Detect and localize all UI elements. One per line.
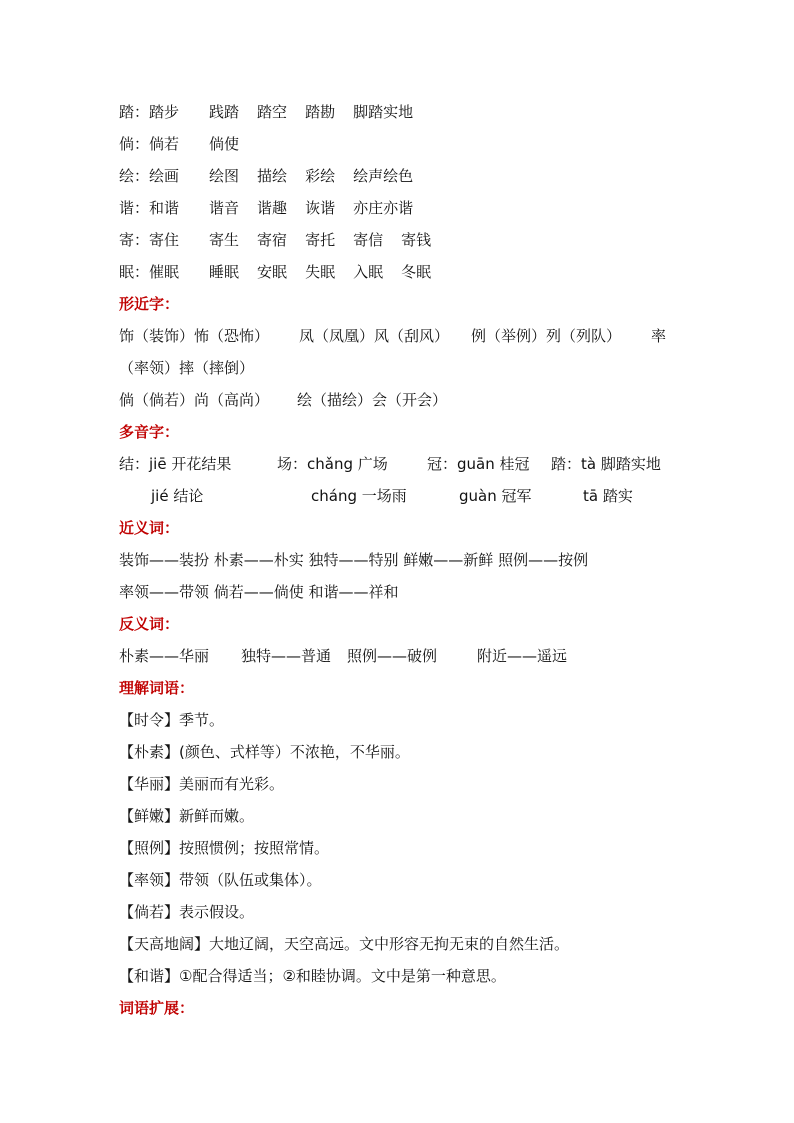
char-line-mian [119, 260, 679, 292]
word: 谐音 [209, 199, 240, 217]
duoyin-item: 冠：guān 桂冠 [427, 455, 530, 473]
char-line-ta [119, 100, 679, 132]
word: 寄信 [353, 231, 384, 249]
jinyi-line-1: 装饰——装扮 朴素——朴实 独特——特别 鲜嫩——新鲜 照例——按例 [119, 551, 589, 569]
char-line-hui [119, 164, 679, 196]
duoyin-row-1 [119, 452, 679, 484]
word: 失眠 [305, 263, 336, 281]
word: 寄钱 [401, 231, 432, 249]
duoyin-row-2 [119, 484, 679, 516]
word: 亦庄亦谐 [353, 199, 414, 217]
heading-kuozhan: 词语扩展： [119, 999, 195, 1017]
lijie-item: 【鲜嫩】新鲜而嫩。 [119, 807, 255, 825]
xingjin-line-1 [119, 324, 679, 356]
word: 脚踏实地 [353, 103, 414, 121]
duoyin-item: 踏：tà 脚踏实地 [551, 455, 661, 473]
heading-fanyi: 反义词： [119, 615, 180, 633]
word: 寄托 [305, 231, 336, 249]
word: 倘使 [209, 135, 240, 153]
fanyi-item: 附近——遥远 [477, 647, 568, 665]
xingjin-line-3 [119, 388, 679, 420]
duoyin-item: cháng 一场雨 [311, 487, 407, 505]
word: 寄住 [149, 231, 180, 249]
word: 绘图 [209, 167, 240, 185]
word: 谐趣 [257, 199, 288, 217]
word: 踏勘 [305, 103, 336, 121]
word: 绘声绘色 [353, 167, 414, 185]
word: 诙谐 [305, 199, 336, 217]
duoyin-item: jié 结论 [151, 487, 204, 505]
xingjin-line-2: （率领）摔（摔倒） [119, 359, 255, 377]
word: 催眠 [149, 263, 180, 281]
duoyin-item: 场：chǎng 广场 [277, 455, 388, 473]
char-line-ji [119, 228, 679, 260]
char-head: 寄： [119, 231, 150, 249]
xingjin-item: 率 [651, 327, 667, 345]
word: 描绘 [257, 167, 288, 185]
word: 踏空 [257, 103, 288, 121]
char-line-tang [119, 132, 679, 164]
jinyi-line-2: 率领——带领 倘若——倘使 和谐——祥和 [119, 583, 399, 601]
fanyi-item: 独特——普通 [241, 647, 332, 665]
xingjin-item: 饰（装饰）怖（恐怖） [119, 327, 270, 345]
heading-lijie: 理解词语： [119, 679, 195, 697]
char-line-xie [119, 196, 679, 228]
char-head: 绘： [119, 167, 150, 185]
duoyin-item: 结：jiē 开花结果 [119, 455, 232, 473]
xingjin-item: 倘（倘若）尚（高尚） [119, 391, 270, 409]
lijie-item: 【率领】带领（队伍或集体）。 [119, 871, 322, 889]
word: 彩绘 [305, 167, 336, 185]
word: 踏步 [149, 103, 180, 121]
word: 入眠 [353, 263, 384, 281]
lijie-item: 【和谐】①配合得适当；②和睦协调。文中是第一种意思。 [119, 967, 506, 985]
document-page [119, 100, 679, 1028]
duoyin-item: tā 踏实 [583, 487, 633, 505]
duoyin-item: guàn 冠军 [459, 487, 532, 505]
char-head: 踏： [119, 103, 150, 121]
word: 绘画 [149, 167, 180, 185]
word: 睡眠 [209, 263, 240, 281]
lijie-item: 【时令】季节。 [119, 711, 225, 729]
fanyi-line [119, 644, 679, 676]
xingjin-item: 绘（描绘）会（开会） [297, 391, 448, 409]
word: 寄宿 [257, 231, 288, 249]
lijie-item: 【华丽】美丽而有光彩。 [119, 775, 285, 793]
lijie-item: 【照例】按照惯例；按照常情。 [119, 839, 330, 857]
fanyi-item: 照例——破例 [347, 647, 438, 665]
xingjin-item: 凤（凤凰）风（刮风） [299, 327, 450, 345]
word: 倘若 [149, 135, 180, 153]
word: 冬眠 [401, 263, 432, 281]
lijie-item: 【倘若】表示假设。 [119, 903, 255, 921]
word: 安眠 [257, 263, 288, 281]
lijie-item: 【朴素】(颜色、式样等）不浓艳，不华丽。 [119, 743, 410, 761]
char-head: 倘： [119, 135, 150, 153]
fanyi-item: 朴素——华丽 [119, 647, 210, 665]
heading-jinyi: 近义词： [119, 519, 180, 537]
lijie-item: 【天高地阔】大地辽阔，天空高远。文中形容无拘无束的自然生活。 [119, 935, 570, 953]
heading-xingjin: 形近字： [119, 295, 180, 313]
char-head: 眠： [119, 263, 150, 281]
word: 践踏 [209, 103, 240, 121]
word: 寄生 [209, 231, 240, 249]
heading-duoyin: 多音字： [119, 423, 180, 441]
xingjin-item: 例（举例）列（列队） [471, 327, 622, 345]
word: 和谐 [149, 199, 180, 217]
char-head: 谐： [119, 199, 150, 217]
